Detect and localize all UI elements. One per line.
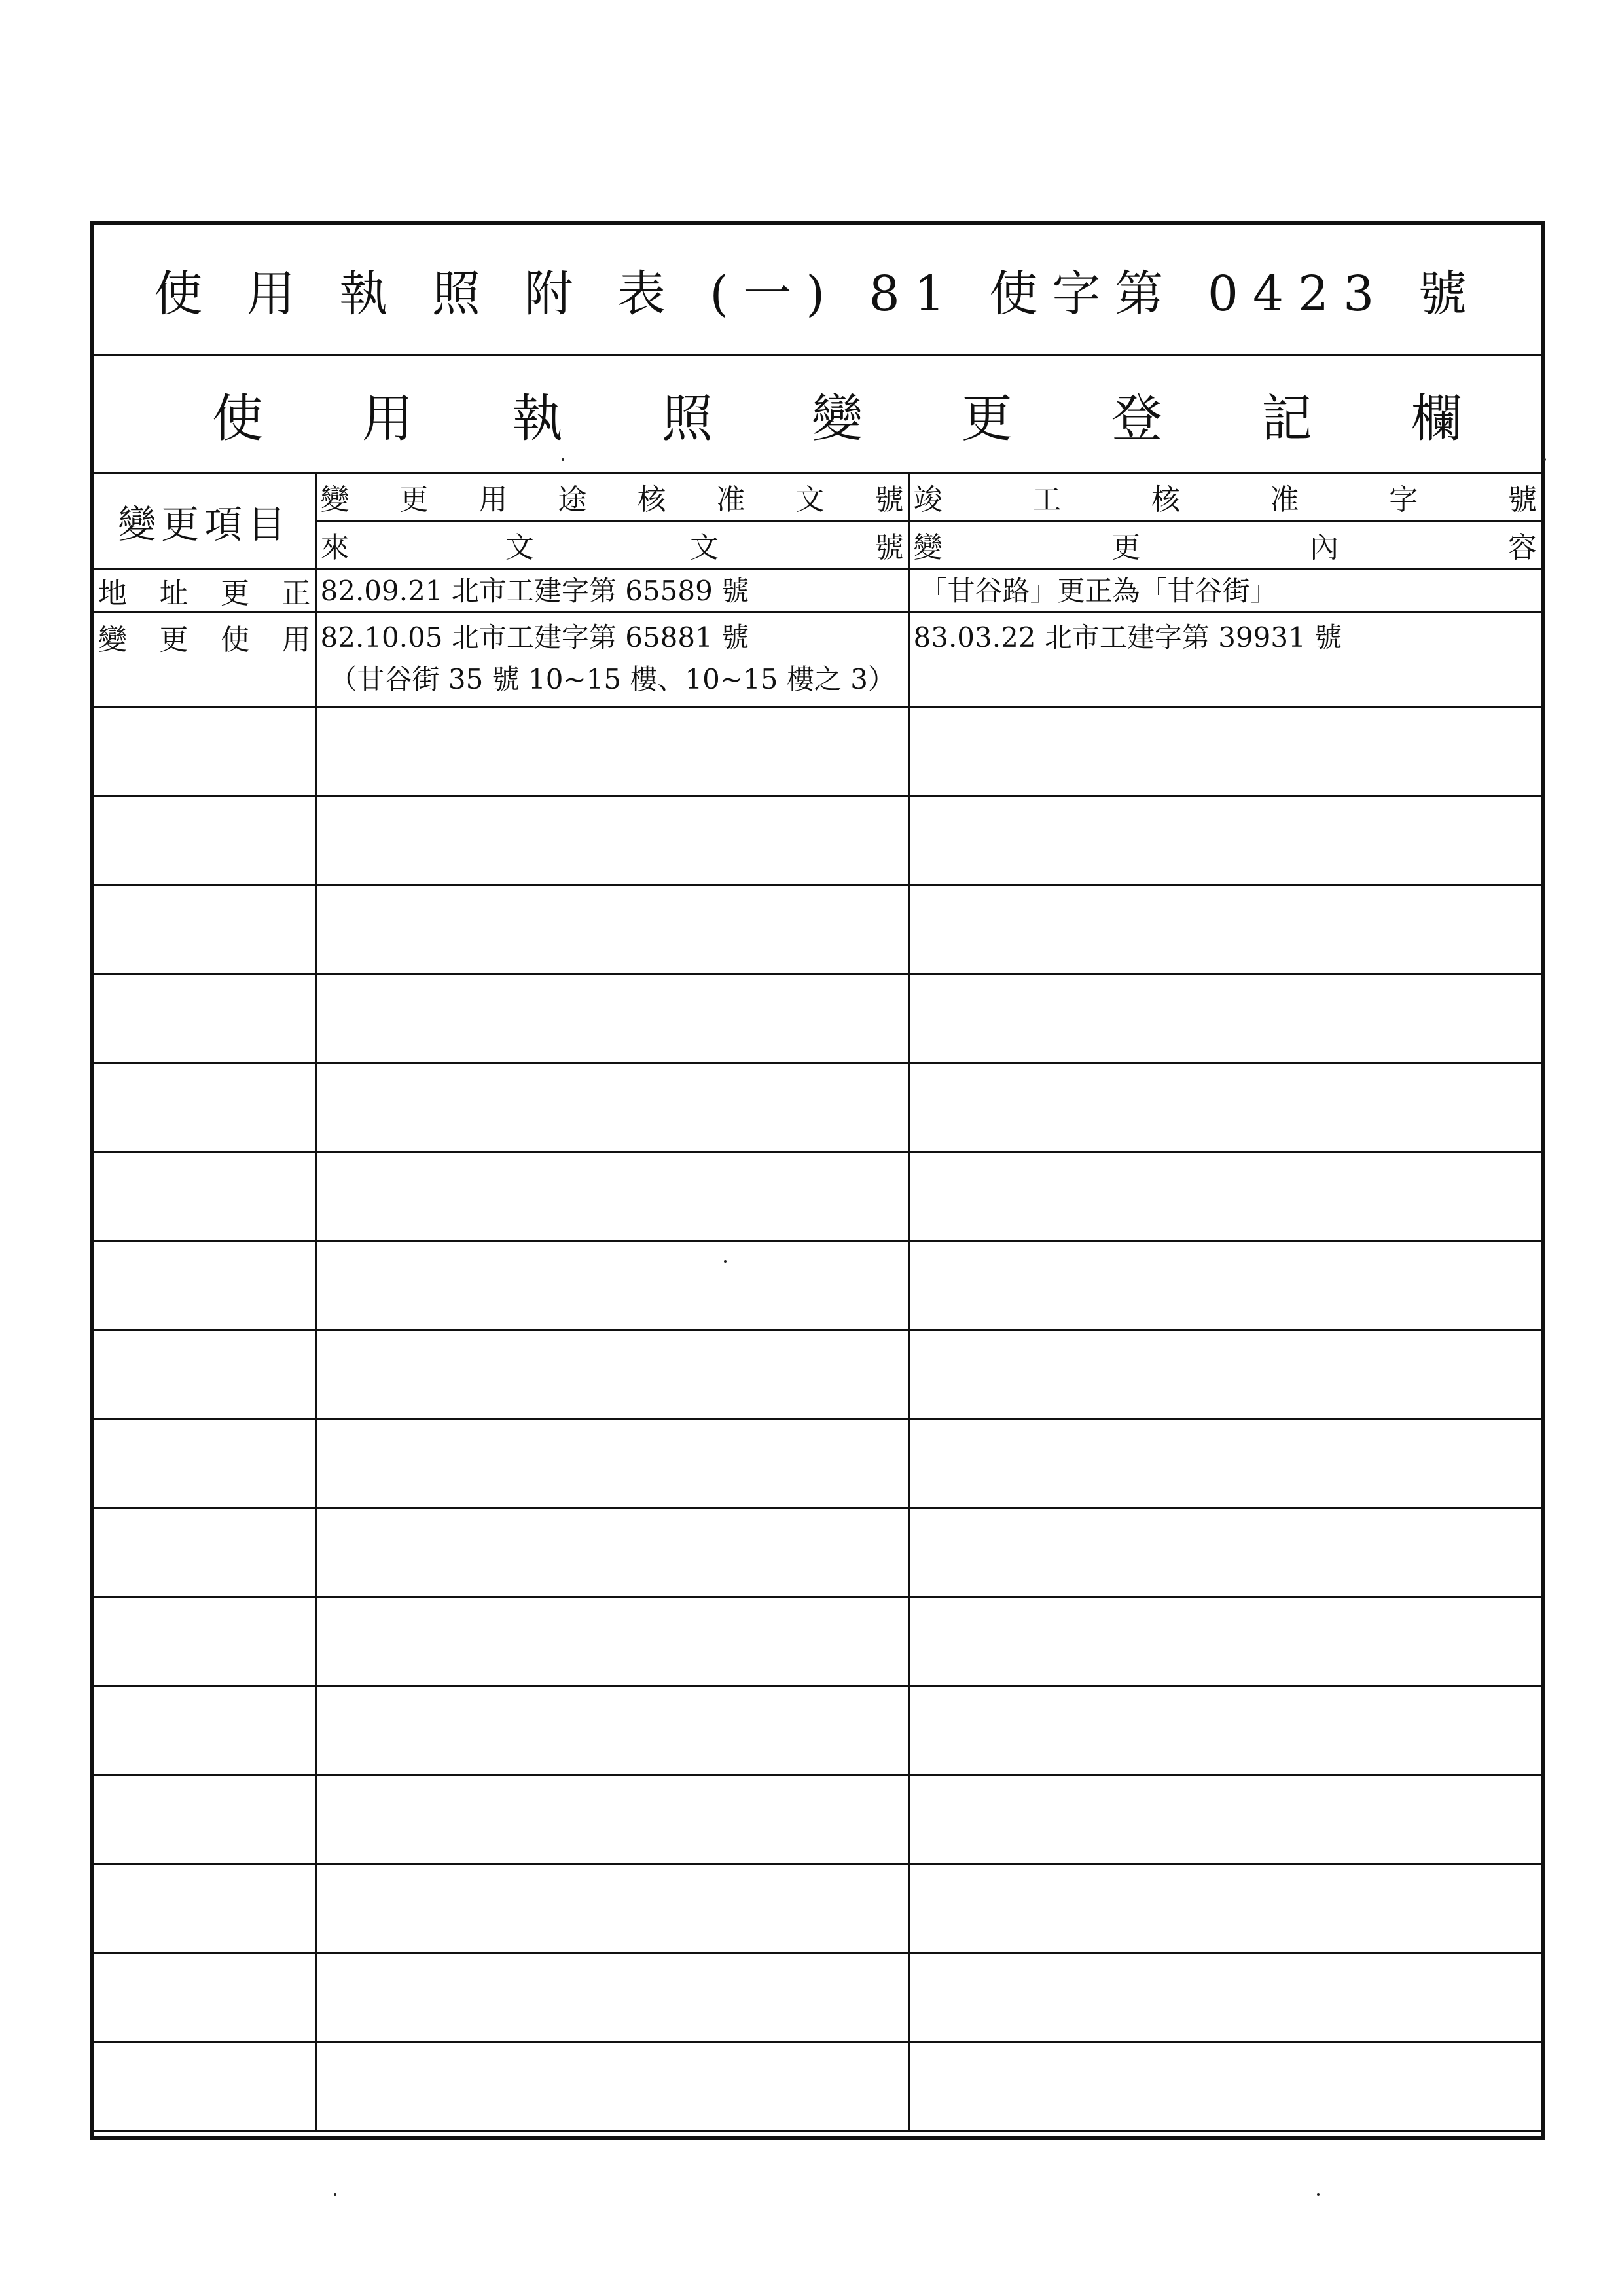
header-char: 竣 <box>913 483 943 517</box>
empty-cell <box>94 707 315 796</box>
empty-row <box>94 707 1541 796</box>
empty-cell <box>908 1597 1541 1686</box>
empty-cell <box>315 1686 908 1776</box>
header-char: 號 <box>1507 483 1537 517</box>
scan-speck <box>1317 2193 1320 2196</box>
empty-cell <box>315 796 908 885</box>
header-char: 字 <box>1389 483 1418 517</box>
empty-cell <box>908 1063 1541 1152</box>
empty-cell <box>315 1063 908 1152</box>
header-char: 號 <box>874 531 904 564</box>
row-item <box>94 613 315 707</box>
empty-cell <box>908 885 1541 974</box>
row-content-text: 83.03.22 北市工建字第 39931 號 <box>913 621 1342 653</box>
empty-cell <box>315 974 908 1063</box>
header-char: 核 <box>637 483 666 517</box>
scan-speck <box>724 1260 727 1263</box>
header-char: 變 <box>320 483 350 517</box>
empty-cell <box>315 2043 908 2132</box>
empty-row <box>94 1241 1541 1330</box>
empty-cell <box>908 1686 1541 1776</box>
empty-cell <box>908 707 1541 796</box>
row-item-char: 用 <box>281 623 311 657</box>
row-doc-line1: 82.10.05 北市工建字第 65881 號 <box>320 621 749 653</box>
empty-cell <box>315 1419 908 1508</box>
empty-row <box>94 1330 1541 1419</box>
scan-speck <box>1543 458 1546 461</box>
header-char: 文 <box>795 483 825 517</box>
empty-row <box>94 1686 1541 1776</box>
subtitle-char: 使 <box>212 389 264 448</box>
header-completion-approval-no <box>908 474 1541 521</box>
scan-speck <box>334 2193 336 2196</box>
empty-cell <box>315 1776 908 1865</box>
subtitle-char: 變 <box>811 389 863 448</box>
empty-cell <box>908 1152 1541 1241</box>
empty-row <box>94 2043 1541 2132</box>
row-item-char: 正 <box>281 577 311 610</box>
empty-cell <box>908 2043 1541 2132</box>
header-char: 內 <box>1310 531 1339 564</box>
table-row <box>94 569 1541 613</box>
row-item-char: 址 <box>159 577 189 610</box>
row-doc-line2: （甘谷街 35 號 10~15 樓、10~15 樓之 3） <box>329 663 895 695</box>
header-char: 准 <box>716 483 746 517</box>
row-item-char: 使 <box>221 623 249 657</box>
empty-row <box>94 1152 1541 1241</box>
subtitle-char: 登 <box>1111 389 1162 448</box>
header-incoming-doc-no <box>315 521 908 569</box>
row-content <box>908 613 1541 707</box>
row-content <box>908 569 1541 613</box>
row-doc-line1: 82.09.21 北市工建字第 65589 號 <box>320 575 749 607</box>
header-char: 准 <box>1270 483 1299 517</box>
empty-cell <box>94 1686 315 1776</box>
header-change-item <box>94 474 315 569</box>
scan-speck <box>562 458 564 461</box>
header-char: 文 <box>690 531 719 564</box>
empty-cell <box>315 1241 908 1330</box>
empty-cell <box>908 1330 1541 1419</box>
empty-row <box>94 1865 1541 1954</box>
empty-cell <box>94 1241 315 1330</box>
empty-row <box>94 1508 1541 1597</box>
header-char: 核 <box>1151 483 1180 517</box>
row-item-char: 地 <box>98 577 127 610</box>
row-item <box>94 569 315 613</box>
empty-cell <box>315 1865 908 1954</box>
row-doc-no <box>315 613 908 707</box>
form-subtitle <box>94 356 1541 474</box>
empty-cell <box>94 1597 315 1686</box>
empty-cell <box>94 1776 315 1865</box>
header-char: 號 <box>874 483 904 517</box>
empty-row <box>94 796 1541 885</box>
header-char: 工 <box>1032 483 1062 517</box>
empty-cell <box>315 1597 908 1686</box>
empty-cell <box>908 974 1541 1063</box>
form-subtitle-text <box>212 356 1462 472</box>
empty-cell <box>94 1954 315 2043</box>
empty-cell <box>94 974 315 1063</box>
header-char: 用 <box>478 483 508 517</box>
row-item-char: 變 <box>98 623 127 657</box>
empty-cell <box>94 796 315 885</box>
header-char: 更 <box>399 483 429 517</box>
row-content-text: 「甘谷路」更正為「甘谷街」 <box>920 575 1278 607</box>
header-change-content <box>908 521 1541 569</box>
empty-cell <box>315 1508 908 1597</box>
subtitle-char: 欄 <box>1411 389 1462 448</box>
empty-cell <box>908 1419 1541 1508</box>
header-char: 變 <box>913 531 943 564</box>
empty-cell <box>908 1508 1541 1597</box>
empty-cell <box>94 1865 315 1954</box>
empty-cell <box>94 1330 315 1419</box>
empty-cell <box>908 1954 1541 2043</box>
table-row <box>94 613 1541 707</box>
empty-cell <box>315 707 908 796</box>
empty-row <box>94 1776 1541 1865</box>
empty-row <box>94 974 1541 1063</box>
empty-cell <box>94 1063 315 1152</box>
header-char: 途 <box>558 483 587 517</box>
subtitle-char: 更 <box>961 389 1013 448</box>
empty-row <box>94 1954 1541 2043</box>
empty-cell <box>94 1508 315 1597</box>
header-change-item-label: 變更項目 <box>118 501 291 547</box>
empty-cell <box>908 1865 1541 1954</box>
header-char: 文 <box>505 531 534 564</box>
row-item-char: 更 <box>159 623 189 657</box>
empty-row <box>94 1597 1541 1686</box>
subtitle-char: 記 <box>1261 389 1312 448</box>
empty-cell <box>908 1241 1541 1330</box>
empty-cell <box>94 885 315 974</box>
empty-row <box>94 1419 1541 1508</box>
empty-cell <box>94 2043 315 2132</box>
change-record-table <box>94 474 1541 2136</box>
header-char: 容 <box>1507 531 1537 564</box>
row-doc-no <box>315 569 908 613</box>
header-char: 來 <box>320 531 350 564</box>
empty-cell <box>94 1419 315 1508</box>
empty-cell <box>315 885 908 974</box>
empty-cell <box>315 1330 908 1419</box>
header-approval-doc-no <box>315 474 908 521</box>
empty-cell <box>315 1152 908 1241</box>
header-char: 更 <box>1111 531 1141 564</box>
empty-cell <box>315 1954 908 2043</box>
subtitle-char: 用 <box>361 389 413 448</box>
form-title <box>94 225 1541 356</box>
empty-cell <box>908 1776 1541 1865</box>
empty-row <box>94 885 1541 974</box>
license-attachment-form <box>90 221 1545 2140</box>
subtitle-char: 照 <box>661 389 713 448</box>
form-title-text: 使 用 執 照 附 表 (一) 81 使字第 0423 號 <box>154 265 1481 322</box>
empty-cell <box>94 1152 315 1241</box>
empty-row <box>94 1063 1541 1152</box>
row-item-char: 更 <box>221 577 249 610</box>
header-row-top <box>94 474 1541 521</box>
subtitle-char: 執 <box>511 389 563 448</box>
empty-cell <box>908 796 1541 885</box>
